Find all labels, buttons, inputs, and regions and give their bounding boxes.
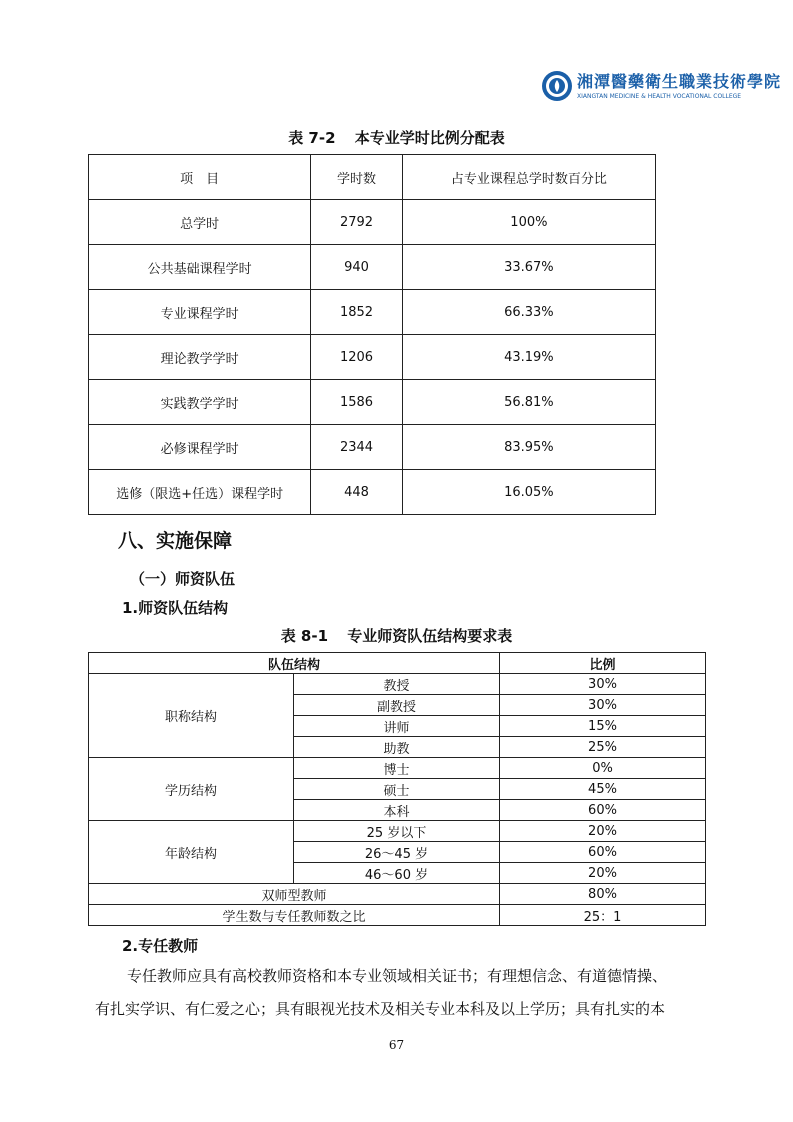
- table-cell: 46～60 岁: [294, 863, 500, 884]
- body-paragraph: [95, 960, 715, 1026]
- table-7-2: [88, 154, 656, 515]
- table-cell: 硕士: [294, 779, 500, 800]
- table-cell: 0%: [500, 758, 706, 779]
- table-cell: 选修（限选+任选）课程学时: [89, 470, 311, 515]
- header-cell: 占专业课程总学时数百分比: [402, 155, 655, 200]
- header-cell: 队伍结构: [89, 653, 500, 674]
- table-cell: 理论教学学时: [89, 335, 311, 380]
- header-cell: 学时数: [311, 155, 402, 200]
- table-8-1-caption: [0, 625, 793, 646]
- table-cell: 专业课程学时: [89, 290, 311, 335]
- group-cell: 职称结构: [89, 674, 294, 758]
- table-cell: 副教授: [294, 695, 500, 716]
- paragraph-text: 专任教师应具有高校教师资格和本专业领域相关证书；有理想信念、有道德情操、: [127, 967, 668, 985]
- table-cell: 20%: [500, 863, 706, 884]
- table-row: [89, 470, 656, 515]
- table-cell: 25 岁以下: [294, 821, 500, 842]
- table-cell: 2344: [311, 425, 402, 470]
- table-cell: 448: [311, 470, 402, 515]
- table-cell: 公共基础课程学时: [89, 245, 311, 290]
- table-cell: 20%: [500, 821, 706, 842]
- table-cell: 博士: [294, 758, 500, 779]
- table-8-1-title: 专业师资队伍结构要求表: [347, 627, 513, 645]
- table-cell: 讲师: [294, 716, 500, 737]
- table-row: [89, 335, 656, 380]
- table-cell: 16.05%: [402, 470, 655, 515]
- table-cell: 940: [311, 245, 402, 290]
- header-cell: 项 目: [89, 155, 311, 200]
- table-cell: 15%: [500, 716, 706, 737]
- table-cell: 1206: [311, 335, 402, 380]
- summary-label: 学生数与专任教师数之比: [89, 905, 500, 926]
- table-cell: 56.81%: [402, 380, 655, 425]
- table-7-2-caption: [0, 127, 793, 148]
- table-row: [89, 200, 656, 245]
- table-cell: 总学时: [89, 200, 311, 245]
- table-cell: 30%: [500, 695, 706, 716]
- table-cell: 25%: [500, 737, 706, 758]
- table-cell: 26～45 岁: [294, 842, 500, 863]
- subsection-title: （一）师资队伍: [130, 570, 236, 588]
- summary-value: 80%: [500, 884, 706, 905]
- college-logo: [541, 65, 782, 107]
- table-cell: 45%: [500, 779, 706, 800]
- table-8-1: [88, 652, 706, 926]
- table-cell: 66.33%: [402, 290, 655, 335]
- table-row: [89, 821, 706, 842]
- summary-value: 25：1: [500, 905, 706, 926]
- table-7-2-title: 本专业学时比例分配表: [354, 129, 505, 147]
- table-row: [89, 884, 706, 905]
- table-row: [89, 290, 656, 335]
- table-8-1-number: 表 8-1: [280, 627, 329, 645]
- table-row: [89, 674, 706, 695]
- table-cell: 83.95%: [402, 425, 655, 470]
- table-cell: 60%: [500, 800, 706, 821]
- table-cell: 本科: [294, 800, 500, 821]
- table-cell: 33.67%: [402, 245, 655, 290]
- header-cell: 比例: [500, 653, 706, 674]
- table-cell: 1852: [311, 290, 402, 335]
- table-cell: 必修课程学时: [89, 425, 311, 470]
- page-number: 67: [388, 1038, 405, 1052]
- table-cell: 30%: [500, 674, 706, 695]
- table-cell: 2792: [311, 200, 402, 245]
- table-cell: 1586: [311, 380, 402, 425]
- table-row: [89, 425, 656, 470]
- table-row: [89, 758, 706, 779]
- table-row: [89, 380, 656, 425]
- item-heading-1: 1.师资队伍结构: [122, 599, 229, 617]
- summary-label: 双师型教师: [89, 884, 500, 905]
- paragraph-line-1: [95, 960, 715, 993]
- table-cell: 43.19%: [402, 335, 655, 380]
- table-cell: 实践教学学时: [89, 380, 311, 425]
- table-row: [89, 245, 656, 290]
- section-title: 八、实施保障: [118, 530, 233, 552]
- group-cell: 年龄结构: [89, 821, 294, 884]
- table-cell: 助教: [294, 737, 500, 758]
- table-7-2-number: 表 7-2: [288, 129, 336, 147]
- table-cell: 60%: [500, 842, 706, 863]
- table-header-row: [89, 155, 656, 200]
- table-header-row: [89, 653, 706, 674]
- table-cell: 100%: [402, 200, 655, 245]
- college-name-en: XIANGTAN MEDICINE & HEALTH VOCATIONAL COLLEGE: [577, 93, 742, 100]
- college-emblem-icon: [541, 70, 573, 102]
- college-name: 湘潭醫藥衛生職業技術學院: [577, 72, 782, 91]
- item-heading-2: 2.专任教师: [122, 937, 199, 955]
- group-cell: 学历结构: [89, 758, 294, 821]
- table-row: [89, 905, 706, 926]
- paragraph-line-2: 有扎实学识、有仁爱之心；具有眼视光技术及相关专业本科及以上学历；具有扎实的本: [95, 1000, 666, 1018]
- table-cell: 教授: [294, 674, 500, 695]
